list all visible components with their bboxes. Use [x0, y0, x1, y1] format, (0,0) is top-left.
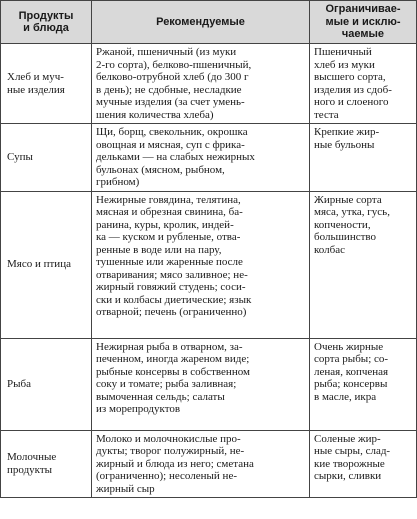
- cell-line: рыбные консервы в собственном: [96, 365, 250, 378]
- cell-line: Супы: [7, 151, 33, 163]
- cell-line: ранина, куры, кролик, индей-: [96, 218, 234, 231]
- cell-line: ренные в воде или на пару,: [96, 243, 222, 256]
- cell-line: Рыба: [7, 377, 31, 390]
- cell-line: ски и колбасы диетические; язык: [96, 293, 252, 306]
- table-row: [1, 44, 417, 124]
- cell-line: мучные изделия (за счет умень-: [96, 96, 245, 108]
- cell-line: Нежирная рыба в отварном, за-: [96, 340, 243, 353]
- product-cell: [1, 124, 92, 192]
- product-cell: [1, 338, 92, 430]
- cell-line: соку и томате; рыба заливная;: [96, 378, 237, 390]
- cell-line: мяса, утка, гусь,: [314, 206, 390, 218]
- cell-line: хлеб из муки: [314, 58, 375, 71]
- header-products: [1, 1, 92, 44]
- cell-line: Хлеб и муч-: [7, 71, 64, 83]
- header-restricted: [310, 1, 417, 44]
- cell-line: в день); не сдобные, несладкие: [96, 83, 242, 96]
- cell-line: кие творожные: [314, 457, 385, 470]
- cell-line: дельками — на слабых нежирных: [96, 151, 255, 163]
- product-cell: [1, 430, 92, 498]
- cell-line: Рекомендуемые: [156, 15, 245, 28]
- restricted-cell: [310, 430, 417, 498]
- cell-line: ка — куском и рубленые, отва-: [96, 231, 241, 243]
- cell-line: продукты: [7, 463, 53, 476]
- cell-line: Молоко и молочнокислые про-: [96, 432, 241, 445]
- recommended-cell: [92, 124, 310, 192]
- cell-line: копчености,: [314, 218, 371, 231]
- cell-line: белково-отрубной хлеб (до 300 г: [96, 71, 249, 83]
- cell-line: теста: [314, 108, 339, 121]
- cell-line: рыба; консервы: [314, 378, 388, 390]
- product-cell: [1, 191, 92, 338]
- cell-line: овощная и мясная, суп с фрика-: [96, 138, 245, 151]
- cell-line: Очень жирные: [314, 340, 384, 353]
- cell-line: Нежирные говядина, телятина,: [96, 193, 241, 206]
- cell-line: мясная и обрезная свинина, ба-: [96, 206, 243, 218]
- cell-line: леная, копченая: [314, 365, 389, 378]
- restricted-cell: [310, 124, 417, 192]
- cell-line: Ограничивае-: [325, 3, 401, 16]
- cell-line: дукты; творог полужирный, не-: [96, 445, 245, 457]
- cell-line: мые и исклю-: [325, 15, 401, 28]
- cell-line: отваривания; мясо заливное; не-: [96, 268, 248, 281]
- cell-line: Крепкие жир-: [314, 126, 380, 138]
- cell-line: колбас: [314, 243, 345, 256]
- cell-line: Соленые жир-: [314, 432, 381, 445]
- cell-line: 2-го сорта), белково-пшеничный,: [96, 58, 252, 71]
- restricted-cell: [310, 44, 417, 124]
- cell-line: (ограниченно); несоленый не-: [96, 470, 237, 482]
- recommended-cell: [92, 191, 310, 338]
- table-body: [1, 44, 417, 498]
- cell-line: Пшеничный: [314, 46, 372, 58]
- cell-line: из морепродуктов: [96, 403, 181, 415]
- table-row: [1, 191, 417, 338]
- recommended-cell: [92, 44, 310, 124]
- cell-line: Молочные: [7, 451, 57, 464]
- cell-line: в масле, икра: [314, 390, 377, 403]
- cell-line: сорта рыбы; со-: [314, 353, 389, 365]
- cell-line: печенном, иногда жареном виде;: [96, 353, 250, 365]
- table-row: [1, 124, 417, 192]
- cell-line: Продукты: [18, 9, 74, 22]
- restricted-cell: [310, 338, 417, 430]
- cell-line: жирный говяжий студень; соси-: [96, 281, 246, 293]
- recommended-cell: [92, 430, 310, 498]
- restricted-cell: [310, 191, 417, 338]
- cell-line: грибном): [96, 176, 140, 188]
- cell-line: ные сыры, слад-: [314, 445, 391, 457]
- table-row: [1, 430, 417, 498]
- cell-line: жирный сыр: [96, 482, 155, 495]
- cell-line: Ржаной, пшеничный (из муки: [96, 46, 237, 58]
- cell-line: высшего сорта,: [314, 71, 386, 83]
- cell-line: Щи, борщ, свекольник, окрошка: [96, 126, 248, 138]
- cell-line: шения количества хлеба): [96, 108, 214, 121]
- cell-line: изделия из сдоб-: [314, 83, 392, 96]
- cell-line: ные бульоны: [314, 138, 375, 151]
- recommended-cell: [92, 338, 310, 430]
- cell-line: Мясо и птица: [7, 258, 71, 271]
- cell-line: большинство: [314, 231, 377, 243]
- cell-line: бульонах (мясном, рыбном,: [96, 163, 225, 176]
- cell-line: чаемые: [341, 28, 385, 41]
- cell-line: жирный и блюда из него; сметана: [96, 457, 254, 470]
- cell-line: сырки, сливки: [314, 470, 382, 482]
- cell-line: тушенные или жаренные после: [96, 256, 243, 268]
- product-cell: [1, 44, 92, 124]
- cell-line: и блюда: [23, 22, 69, 34]
- table-header: [1, 1, 417, 44]
- cell-line: ного и слоеного: [314, 96, 389, 108]
- cell-line: Жирные сорта: [314, 193, 382, 206]
- table-row: [1, 338, 417, 430]
- header-row: [1, 1, 417, 44]
- header-recommended: [92, 1, 310, 44]
- cell-line: ные изделия: [7, 83, 65, 96]
- cell-line: вымоченная сельдь; салаты: [96, 390, 225, 403]
- cell-line: отварной; печень (ограниченно): [96, 306, 247, 318]
